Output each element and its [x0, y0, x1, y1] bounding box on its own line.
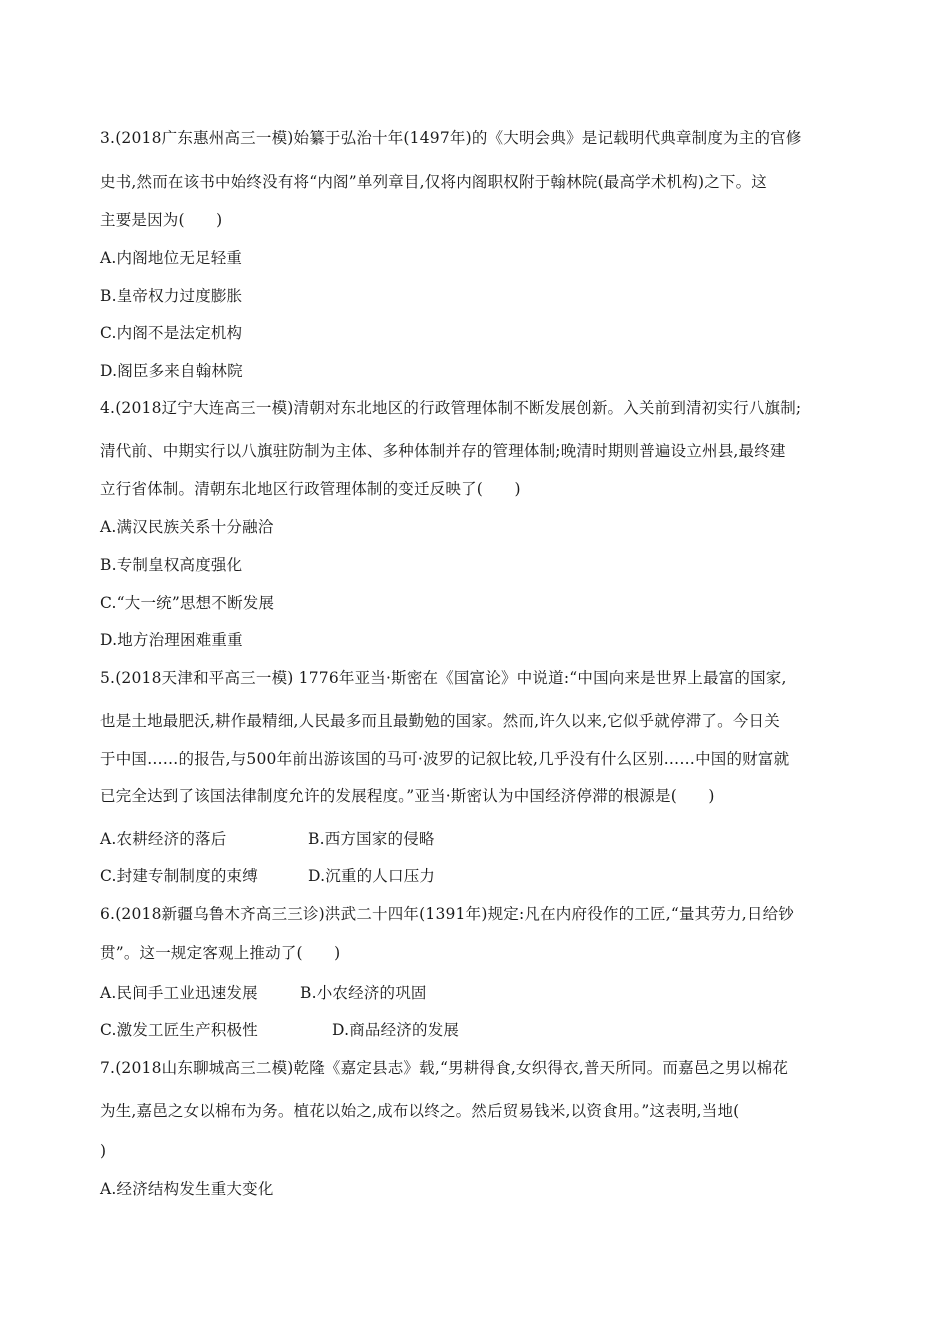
question-4-option-b: B.专制皇权高度强化 — [100, 556, 243, 574]
question-3-option-c: C.内阁不是法定机构 — [100, 324, 243, 342]
question-6-option-d: D.商品经济的发展 — [332, 1021, 460, 1039]
question-7-option-a: A.经济结构发生重大变化 — [100, 1180, 274, 1198]
question-3-option-a: A.内阁地位无足轻重 — [100, 249, 243, 267]
question-5-option-d: D.沉重的人口压力 — [308, 867, 436, 885]
question-4-option-a: A.满汉民族关系十分融洽 — [100, 518, 274, 536]
question-5-stem-line-4: 已完全达到了该国法律制度允许的发展程度。”亚当·斯密认为中国经济停滞的根源是( ) — [100, 787, 715, 805]
question-6-option-row-1 — [100, 983, 427, 1003]
question-5-option-row-2 — [100, 866, 436, 886]
question-4-option-c: C.“大一统”思想不断发展 — [100, 594, 275, 612]
question-4-stem-line-2: 清代前、中期实行以八旗驻防制为主体、多种体制并存的管理体制;晚清时期则普遍设立州县,最终建 — [100, 442, 786, 460]
question-3-option-d: D.阁臣多来自翰林院 — [100, 362, 243, 380]
question-3-stem-line-1: 3.(2018广东惠州高三一模)始纂于弘治十年(1497年)的《大明会典》是记载明代典章制度为主的官修 — [100, 129, 802, 147]
question-6-option-b: B.小农经济的巩固 — [300, 984, 427, 1002]
question-6-stem-line-2: 贯”。这一规定客观上推动了( ) — [100, 944, 341, 962]
question-6-stem-line-1: 6.(2018新疆乌鲁木齐高三三诊)洪武二十四年(1391年)规定:凡在内府役作的工匠,“量其劳力,日给钞 — [100, 905, 794, 923]
question-4-stem-line-1: 4.(2018辽宁大连高三一模)清朝对东北地区的行政管理体制不断发展创新。入关前到清初实行八旗制; — [100, 399, 802, 417]
question-4-option-d: D.地方治理困难重重 — [100, 631, 243, 649]
question-5-option-b: B.西方国家的侵略 — [308, 830, 435, 848]
question-6-option-a: A.民间手工业迅速发展 — [100, 984, 258, 1002]
question-5-stem-line-3: 于中国……的报告,与500年前出游该国的马可·波罗的记叙比较,几乎没有什么区别……中国的财富就 — [100, 750, 790, 768]
question-5-option-row-1 — [100, 829, 435, 849]
question-3-option-b: B.皇帝权力过度膨胀 — [100, 287, 243, 305]
question-5-stem-line-2: 也是土地最肥沃,耕作最精细,人民最多而且最勤勉的国家。然而,许久以来,它似乎就停滞了。今日关 — [100, 712, 780, 730]
question-3-stem-line-3: 主要是因为( ) — [100, 211, 223, 229]
question-7-stem-line-3: ) — [100, 1142, 107, 1160]
question-5-option-a: A.农耕经济的落后 — [100, 830, 227, 848]
question-5-stem-line-1: 5.(2018天津和平高三一模) 1776年亚当·斯密在《国富论》中说道:“中国向来是世界上最富的国家, — [100, 669, 787, 687]
question-3-stem-line-2: 史书,然而在该书中始终没有将“内阁”单列章目,仅将内阁职权附于翰林院(最高学术机构)之下。这 — [100, 173, 767, 191]
question-7-stem-line-2: 为生,嘉邑之女以棉布为务。植花以始之,成布以终之。然后贸易钱米,以资食用。”这表明,当地( — [100, 1102, 740, 1120]
question-6-option-c: C.激发工匠生产积极性 — [100, 1021, 258, 1039]
question-6-option-row-2 — [100, 1020, 460, 1040]
question-5-option-c: C.封建专制制度的束缚 — [100, 867, 258, 885]
question-7-stem-line-1: 7.(2018山东聊城高三二模)乾隆《嘉定县志》载,“男耕得食,女织得衣,普天所同。而嘉邑之男以棉花 — [100, 1059, 789, 1077]
question-4-stem-line-3: 立行省体制。清朝东北地区行政管理体制的变迁反映了( ) — [100, 480, 521, 498]
